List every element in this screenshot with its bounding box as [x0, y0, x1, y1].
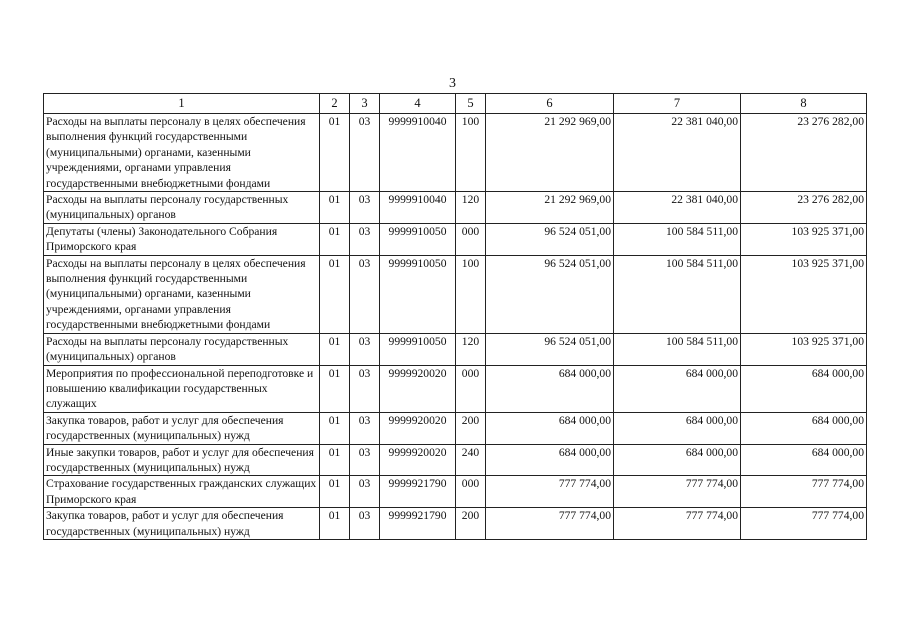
- subsection-code: 03: [350, 412, 380, 444]
- row-description: Закупка товаров, работ и услуг для обеспечения государственных (муниципальных) нужд: [44, 508, 320, 540]
- amount-col-6: 21 292 969,00: [486, 192, 614, 224]
- subsection-code: 03: [350, 365, 380, 412]
- row-description: Расходы на выплаты персоналу в целях обеспечения выполнения функций государственными (муниципальными) органами, казенными учреждениями, органами управления государственными внебюджетными фондами: [44, 114, 320, 192]
- expense-type-code: 100: [456, 114, 486, 192]
- page-number: 3: [449, 76, 456, 91]
- subsection-code: 03: [350, 114, 380, 192]
- amount-col-8: 103 925 371,00: [741, 223, 867, 255]
- amount-col-6: 684 000,00: [486, 365, 614, 412]
- table-row: [44, 255, 867, 333]
- amount-col-8: 777 774,00: [741, 508, 867, 540]
- section-code: 01: [320, 476, 350, 508]
- column-header-7: 7: [614, 94, 741, 114]
- expense-type-code: 200: [456, 508, 486, 540]
- column-header-1: 1: [44, 94, 320, 114]
- amount-col-8: 23 276 282,00: [741, 114, 867, 192]
- expense-type-code: 000: [456, 365, 486, 412]
- section-code: 01: [320, 114, 350, 192]
- expense-type-code: 120: [456, 192, 486, 224]
- amount-col-6: 96 524 051,00: [486, 255, 614, 333]
- amount-col-8: 103 925 371,00: [741, 255, 867, 333]
- column-header-2: 2: [320, 94, 350, 114]
- section-code: 01: [320, 223, 350, 255]
- amount-col-8: 23 276 282,00: [741, 192, 867, 224]
- table-row: [44, 192, 867, 224]
- section-code: 01: [320, 365, 350, 412]
- amount-col-7: 684 000,00: [614, 365, 741, 412]
- amount-col-6: 96 524 051,00: [486, 333, 614, 365]
- row-description: Депутаты (члены) Законодательного Собрания Приморского края: [44, 223, 320, 255]
- table-row: [44, 114, 867, 192]
- amount-col-6: 684 000,00: [486, 412, 614, 444]
- amount-col-6: 96 524 051,00: [486, 223, 614, 255]
- subsection-code: 03: [350, 444, 380, 476]
- amount-col-6: 777 774,00: [486, 508, 614, 540]
- amount-col-7: 100 584 511,00: [614, 223, 741, 255]
- subsection-code: 03: [350, 223, 380, 255]
- row-description: Мероприятия по профессиональной переподготовке и повышению квалификации государственных служащих: [44, 365, 320, 412]
- column-header-8: 8: [741, 94, 867, 114]
- amount-col-7: 777 774,00: [614, 476, 741, 508]
- amount-col-8: 684 000,00: [741, 444, 867, 476]
- section-code: 01: [320, 333, 350, 365]
- expense-type-code: 100: [456, 255, 486, 333]
- row-description: Закупка товаров, работ и услуг для обеспечения государственных (муниципальных) нужд: [44, 412, 320, 444]
- table-row: [44, 508, 867, 540]
- expense-type-code: 200: [456, 412, 486, 444]
- table-row: [44, 412, 867, 444]
- row-description: Иные закупки товаров, работ и услуг для обеспечения государственных (муниципальных) нужд: [44, 444, 320, 476]
- target-article-code: 9999920020: [380, 412, 456, 444]
- target-article-code: 9999920020: [380, 444, 456, 476]
- subsection-code: 03: [350, 508, 380, 540]
- subsection-code: 03: [350, 476, 380, 508]
- column-header-4: 4: [380, 94, 456, 114]
- target-article-code: 9999910050: [380, 333, 456, 365]
- amount-col-7: 22 381 040,00: [614, 114, 741, 192]
- section-code: 01: [320, 412, 350, 444]
- subsection-code: 03: [350, 333, 380, 365]
- target-article-code: 9999921790: [380, 476, 456, 508]
- section-code: 01: [320, 508, 350, 540]
- column-header-3: 3: [350, 94, 380, 114]
- amount-col-8: 684 000,00: [741, 412, 867, 444]
- amount-col-7: 777 774,00: [614, 508, 741, 540]
- subsection-code: 03: [350, 255, 380, 333]
- expense-type-code: 000: [456, 223, 486, 255]
- expense-type-code: 000: [456, 476, 486, 508]
- expense-type-code: 120: [456, 333, 486, 365]
- table-row: [44, 365, 867, 412]
- amount-col-6: 21 292 969,00: [486, 114, 614, 192]
- amount-col-7: 100 584 511,00: [614, 255, 741, 333]
- target-article-code: 9999921790: [380, 508, 456, 540]
- column-header-6: 6: [486, 94, 614, 114]
- budget-table: [43, 93, 867, 540]
- row-description: Расходы на выплаты персоналу в целях обеспечения выполнения функций государственными (муниципальными) органами, казенными учреждениями, органами управления государственными внебюджетными фондами: [44, 255, 320, 333]
- table-row: [44, 476, 867, 508]
- section-code: 01: [320, 192, 350, 224]
- amount-col-7: 684 000,00: [614, 444, 741, 476]
- table-row: [44, 333, 867, 365]
- expense-type-code: 240: [456, 444, 486, 476]
- section-code: 01: [320, 255, 350, 333]
- subsection-code: 03: [350, 192, 380, 224]
- section-code: 01: [320, 444, 350, 476]
- target-article-code: 9999910040: [380, 114, 456, 192]
- target-article-code: 9999910050: [380, 223, 456, 255]
- amount-col-6: 777 774,00: [486, 476, 614, 508]
- target-article-code: 9999920020: [380, 365, 456, 412]
- amount-col-8: 103 925 371,00: [741, 333, 867, 365]
- amount-col-6: 684 000,00: [486, 444, 614, 476]
- amount-col-8: 777 774,00: [741, 476, 867, 508]
- row-description: Расходы на выплаты персоналу государственных (муниципальных) органов: [44, 333, 320, 365]
- table-row: [44, 444, 867, 476]
- target-article-code: 9999910050: [380, 255, 456, 333]
- table-row: [44, 223, 867, 255]
- row-description: Страхование государственных гражданских служащих Приморского края: [44, 476, 320, 508]
- target-article-code: 9999910040: [380, 192, 456, 224]
- column-header-5: 5: [456, 94, 486, 114]
- amount-col-7: 684 000,00: [614, 412, 741, 444]
- row-description: Расходы на выплаты персоналу государственных (муниципальных) органов: [44, 192, 320, 224]
- amount-col-7: 100 584 511,00: [614, 333, 741, 365]
- header-row: [44, 94, 867, 114]
- amount-col-7: 22 381 040,00: [614, 192, 741, 224]
- amount-col-8: 684 000,00: [741, 365, 867, 412]
